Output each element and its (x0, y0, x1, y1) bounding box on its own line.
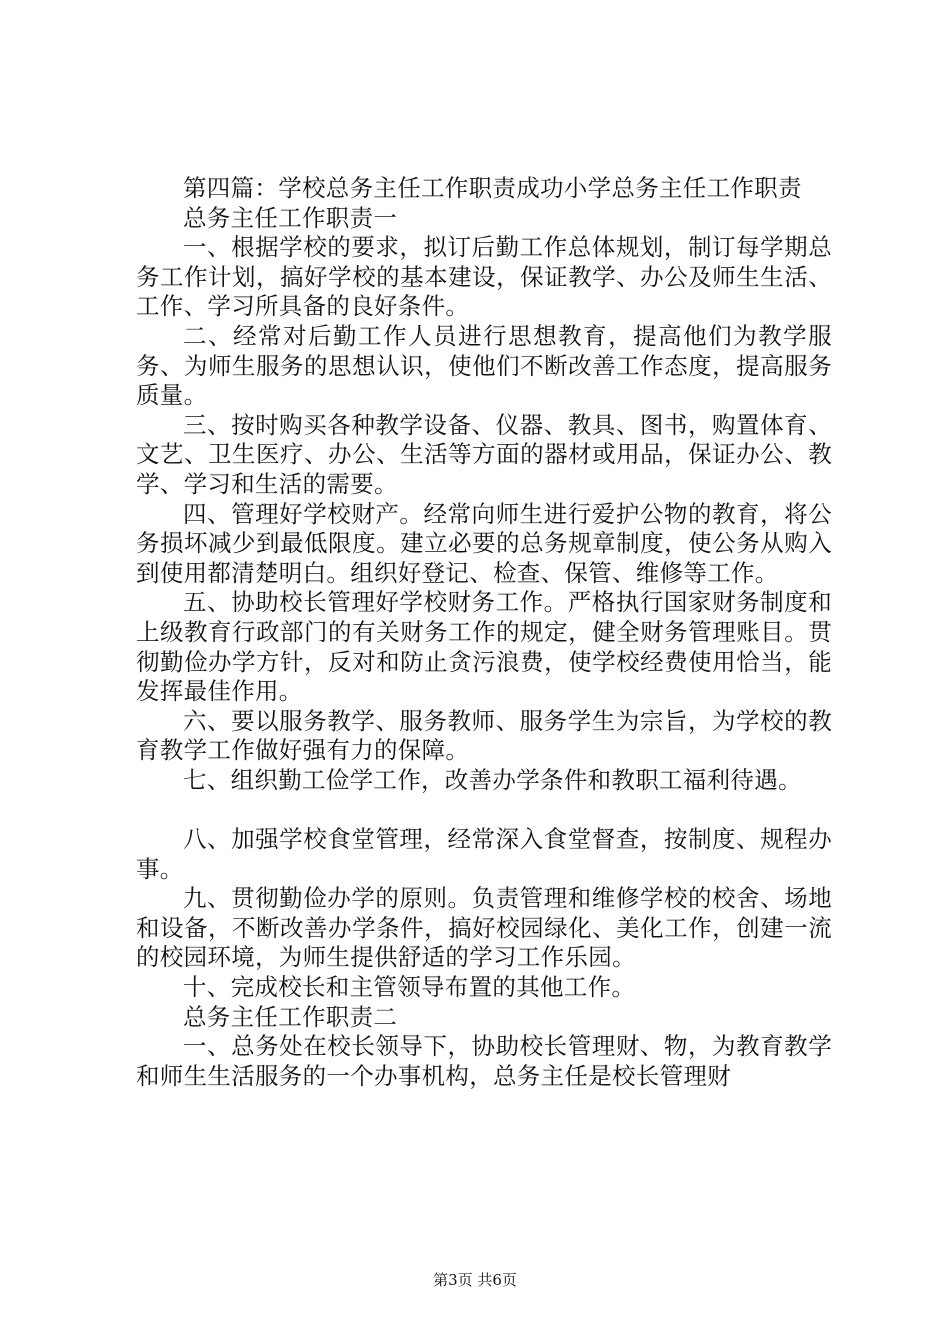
section-title: 第四篇：学校总务主任工作职责成功小学总务主任工作职责 (183, 174, 802, 202)
paragraph: 六、要以服务教学、服务教师、服务学生为宗旨，为学校的教育教学工作做好强有力的保障。 (136, 706, 832, 765)
paragraph: 一、根据学校的要求，拟订后勤工作总体规划，制订每学期总务工作计划，搞好学校的基本建设，保证教学、办公及师生生活、工作、学习所具备的良好条件。 (136, 233, 832, 321)
paragraph: 九、贯彻勤俭办学的原则。负责管理和维修学校的校舍、场地和设备，不断改善办学条件，搞好校园绿化、美化工作，创建一流的校园环境，为师生提供舒适的学习工作乐园。 (136, 884, 832, 972)
subsection-heading: 总务主任工作职责二 (183, 1002, 398, 1031)
document-body (136, 174, 832, 1091)
paragraph: 五、协助校长管理好学校财务工作。严格执行国家财务制度和上级教育行政部门的有关财务工作的规定，健全财务管理账目。贯彻勤俭办学方针，反对和防止贪污浪费，使学校经费使用恰当，能发挥最佳作用。 (136, 588, 832, 706)
paragraph: 七、组织勤工俭学工作，改善办学条件和教职工福利待遇。 (183, 765, 802, 794)
paragraph: 三、按时购买各种教学设备、仪器、教具、图书，购置体育、文艺、卫生医疗、办公、生活等方面的器材或用品，保证办公、教学、学习和生活的需要。 (136, 410, 832, 498)
paragraph: 四、管理好学校财产。经常向师生进行爱护公物的教育，将公务损坏减少到最低限度。建立必要的总务规章制度，使公务从购入到使用都清楚明白。组织好登记、检查、保管、维修等工作。 (136, 499, 832, 587)
paragraph: 十、完成校长和主管领导布置的其他工作。 (183, 973, 636, 1002)
paragraph: 一、总务处在校长领导下，协助校长管理财、物，为教育教学和师生生活服务的一个办事机构，总务主任是校长管理财 (136, 1032, 832, 1090)
page-number-footer: 第3页 共6页 (433, 1271, 517, 1289)
paragraph: 八、加强学校食堂管理，经常深入食堂督查，按制度、规程办事。 (136, 825, 832, 883)
paragraph: 二、经常对后勤工作人员进行思想教育，提高他们为教学服务、为师生服务的思想认识，使他们不断改善工作态度，提高服务质量。 (136, 321, 832, 410)
subsection-heading: 总务主任工作职责一 (183, 203, 398, 232)
